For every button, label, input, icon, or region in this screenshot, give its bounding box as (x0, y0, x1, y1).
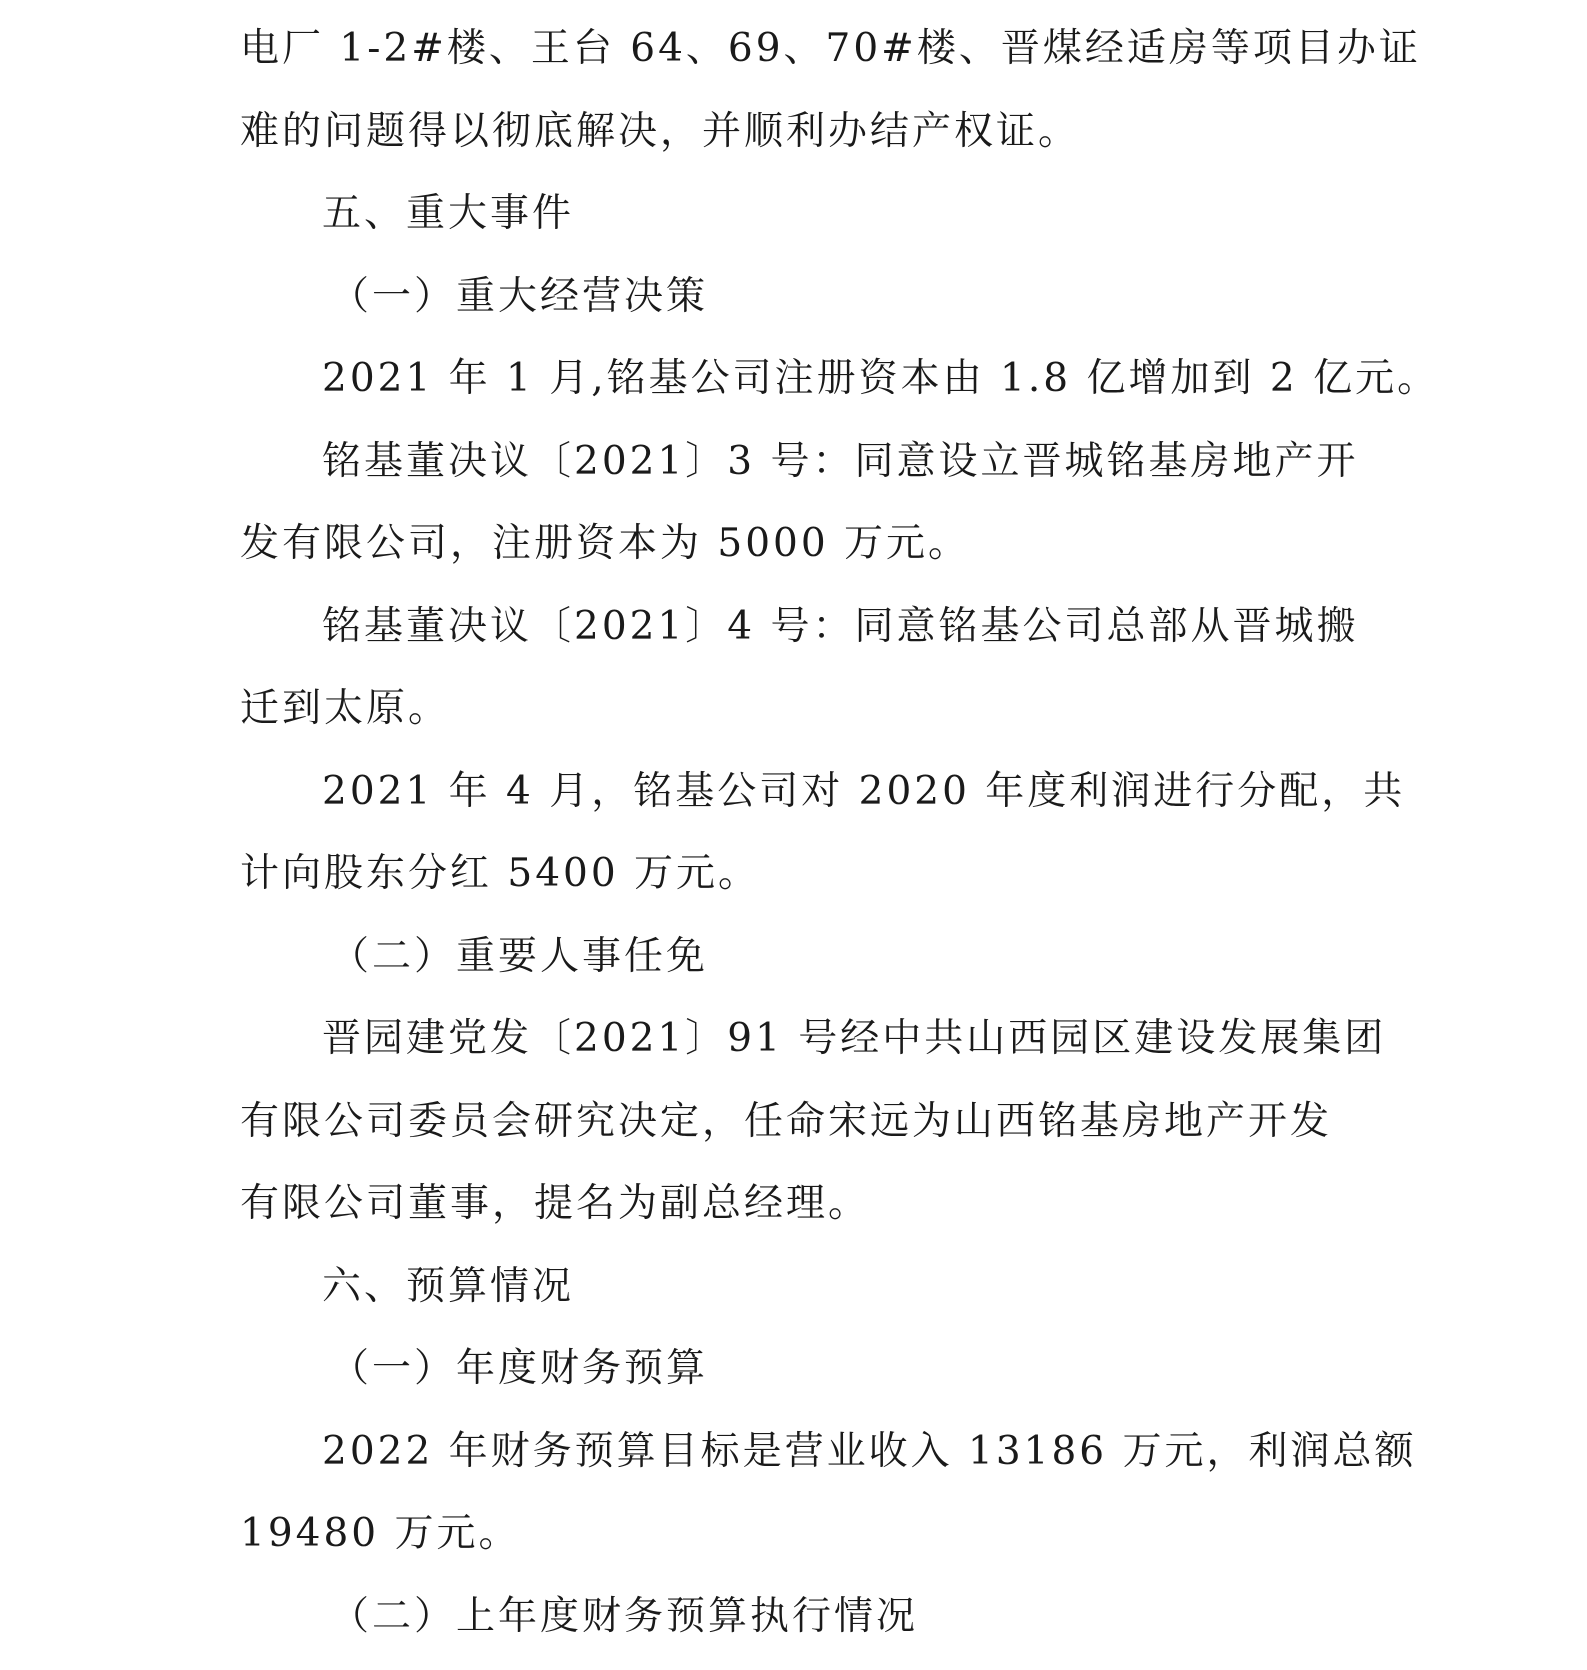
paragraph-line: 2021 年 4 月，铭基公司对 2020 年度利润进行分配，共 (322, 768, 1406, 814)
subsection-heading: （二）重要人事任免 (330, 933, 709, 979)
section-heading: 五、重大事件 (322, 191, 575, 236)
document-body (240, 14, 1440, 1664)
paragraph-line: 电厂 1-2#楼、王台 64、69、70#楼、晋煤经适房等项目办证 (240, 26, 1421, 71)
paragraph-line: 发有限公司，注册资本为 5000 万元。 (240, 521, 971, 566)
paragraph-line: 晋园建党发〔2021〕91 号经中共山西园区建设发展集团 (322, 1016, 1387, 1061)
paragraph-line: 19480 万元。 (240, 1511, 521, 1556)
paragraph-line: 计向股东分红 5400 万元。 (240, 851, 761, 896)
paragraph-line: 2021 年 1 月,铭基公司注册资本由 1.8 亿增加到 2 亿元。 (322, 356, 1440, 401)
section-heading: 六、预算情况 (322, 1263, 575, 1309)
paragraph-line: 迁到太原。 (240, 686, 451, 731)
paragraph-line: 难的问题得以彻底解决，并顺利办结产权证。 (240, 108, 1081, 154)
subsection-heading: （一）重大经营决策 (330, 273, 709, 319)
paragraph-line: 2022 年财务预算目标是营业收入 13186 万元，利润总额 (322, 1428, 1417, 1474)
subsection-heading: （一）年度财务预算 (330, 1346, 709, 1391)
subsection-heading: （二）上年度财务预算执行情况 (330, 1593, 919, 1639)
paragraph-line: 铭基董决议〔2021〕3 号：同意设立晋城铭基房地产开 (322, 438, 1359, 484)
paragraph-line: 有限公司董事，提名为副总经理。 (240, 1181, 871, 1226)
paragraph-line: 有限公司委员会研究决定，任命宋远为山西铭基房地产开发 (240, 1098, 1333, 1144)
paragraph-line: 铭基董决议〔2021〕4 号：同意铭基公司总部从晋城搬 (322, 603, 1359, 649)
